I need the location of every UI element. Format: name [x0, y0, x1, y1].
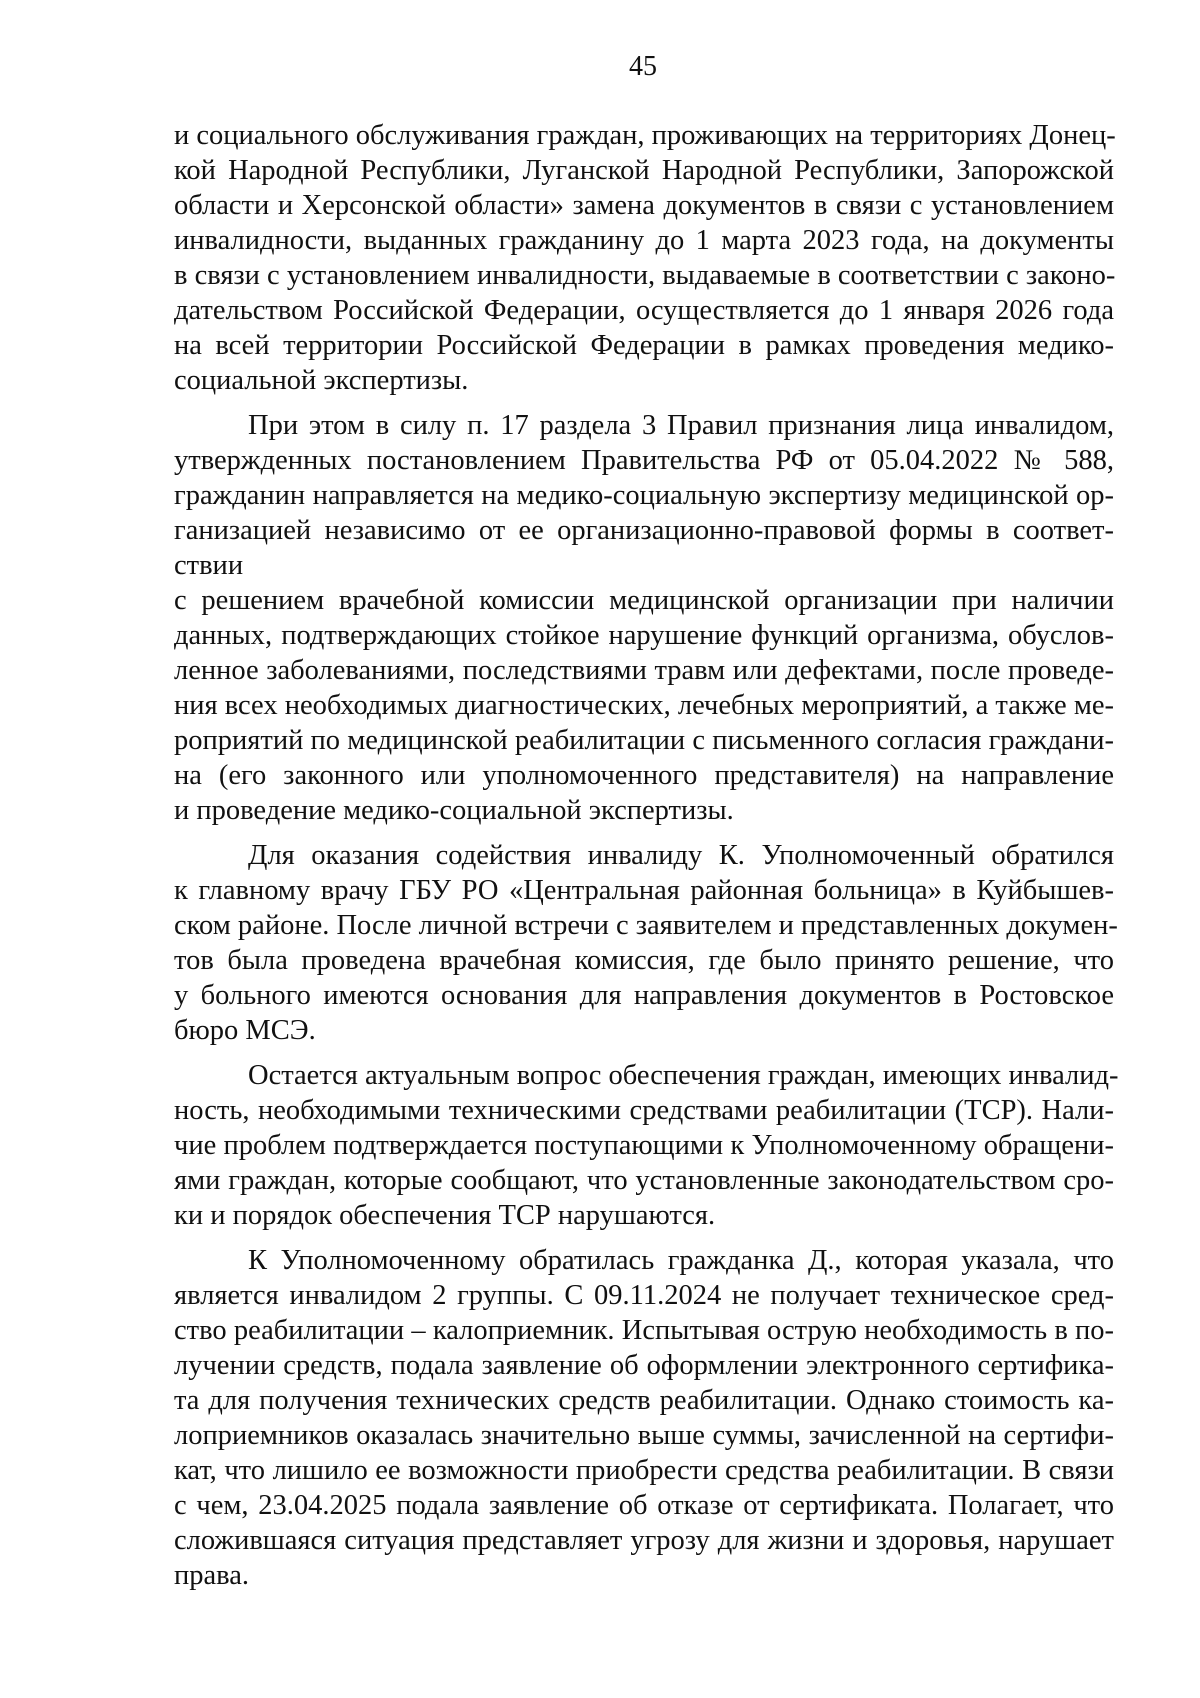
text-line: сложившаяся ситуация представляет угрозу для жизни и здоровья, нарушает [174, 1525, 1114, 1556]
text-line: лучении средств, подала заявление об оформлении электронного сертифика- [174, 1350, 1114, 1381]
paragraph-2 [174, 408, 1114, 828]
text-line: чие проблем подтверждается поступающими к Уполномоченному обращени- [174, 1130, 1114, 1161]
text-line: на всей территории Российской Федерации в рамках проведения медико- [174, 330, 1114, 361]
text-line: ство реабилитации – калоприемник. Испытывая острую необходимость в по- [174, 1315, 1114, 1346]
text-line: инвалидности, выданных гражданину до 1 марта 2023 года, на документы [174, 225, 1114, 256]
paragraph-3 [174, 838, 1118, 1048]
text-line: области и Херсонской области» замена документов в связи с установлением [174, 190, 1114, 221]
text-line: на (его законного или уполномоченного представителя) на направление [174, 760, 1114, 791]
document-body [174, 118, 1119, 1603]
text-line: тов была проведена врачебная комиссия, где было принято решение, что [174, 945, 1114, 976]
text-line: и социального обслуживания граждан, проживающих на территориях Донец- [174, 120, 1116, 151]
text-line: с решением врачебной комиссии медицинской организации при наличии [174, 585, 1114, 616]
text-line: При этом в силу п. 17 раздела 3 Правил признания лица инвалидом, [248, 410, 1114, 441]
text-line: в связи с установлением инвалидности, выдаваемые в соответствии с законо- [174, 260, 1116, 291]
text-line: утвержденных постановлением Правительства РФ от 05.04.2022 № 588, [174, 445, 1114, 476]
text-line: ленное заболеваниями, последствиями травм или дефектами, после проведе- [174, 655, 1114, 686]
text-line: К Уполномоченному обратилась гражданка Д., которая указала, что [248, 1245, 1114, 1276]
text-line: ность, необходимыми техническими средствами реабилитации (ТСР). Нали- [174, 1095, 1114, 1126]
text-line: ствии [174, 550, 244, 581]
text-line: дательством Российской Федерации, осуществляется до 1 января 2026 года [174, 295, 1114, 326]
text-line: та для получения технических средств реабилитации. Однако стоимость ка- [174, 1385, 1114, 1416]
text-line: у больного имеются основания для направления документов в Ростовское [174, 980, 1114, 1011]
text-line: ском районе. После личной встречи с заявителем и представленных докумен- [174, 910, 1118, 941]
text-line: бюро МСЭ. [174, 1015, 316, 1046]
paragraph-5 [174, 1243, 1114, 1593]
text-line: права. [174, 1560, 250, 1591]
text-line: Остается актуальным вопрос обеспечения граждан, имеющих инвалид- [248, 1060, 1119, 1091]
text-line: гражданин направляется на медико-социальную экспертизу медицинской ор- [174, 480, 1114, 511]
text-line: является инвалидом 2 группы. С 09.11.2024 не получает техническое сред- [174, 1280, 1114, 1311]
text-line: роприятий по медицинской реабилитации с письменного согласия граждани- [174, 725, 1114, 756]
text-line: лоприемников оказалась значительно выше суммы, зачисленной на сертифи- [174, 1420, 1114, 1451]
text-line: кой Народной Республики, Луганской Народной Республики, Запорожской [174, 155, 1114, 186]
page-number: 45 [629, 51, 657, 82]
text-line: ния всех необходимых диагностических, лечебных мероприятий, а также ме- [174, 690, 1114, 721]
text-line: и проведение медико-социальной экспертизы. [174, 795, 734, 826]
text-line: данных, подтверждающих стойкое нарушение функций организма, обуслов- [174, 620, 1114, 651]
text-line: Для оказания содействия инвалиду К. Уполномоченный обратился [248, 840, 1114, 871]
text-line: ки и порядок обеспечения ТСР нарушаются. [174, 1200, 716, 1231]
text-line: социальной экспертизы. [174, 365, 469, 396]
text-line: ганизацией независимо от ее организационно-правовой формы в соответ- [174, 515, 1114, 546]
text-line: кат, что лишило ее возможности приобрести средства реабилитации. В связи [174, 1455, 1114, 1486]
paragraph-1 [174, 118, 1114, 398]
text-line: к главному врачу ГБУ РО «Центральная районная больница» в Куйбышев- [174, 875, 1114, 906]
text-line: с чем, 23.04.2025 подала заявление об отказе от сертификата. Полагает, что [174, 1490, 1114, 1521]
paragraph-4 [174, 1058, 1119, 1233]
text-line: ями граждан, которые сообщают, что установленные законодательством сро- [174, 1165, 1114, 1196]
